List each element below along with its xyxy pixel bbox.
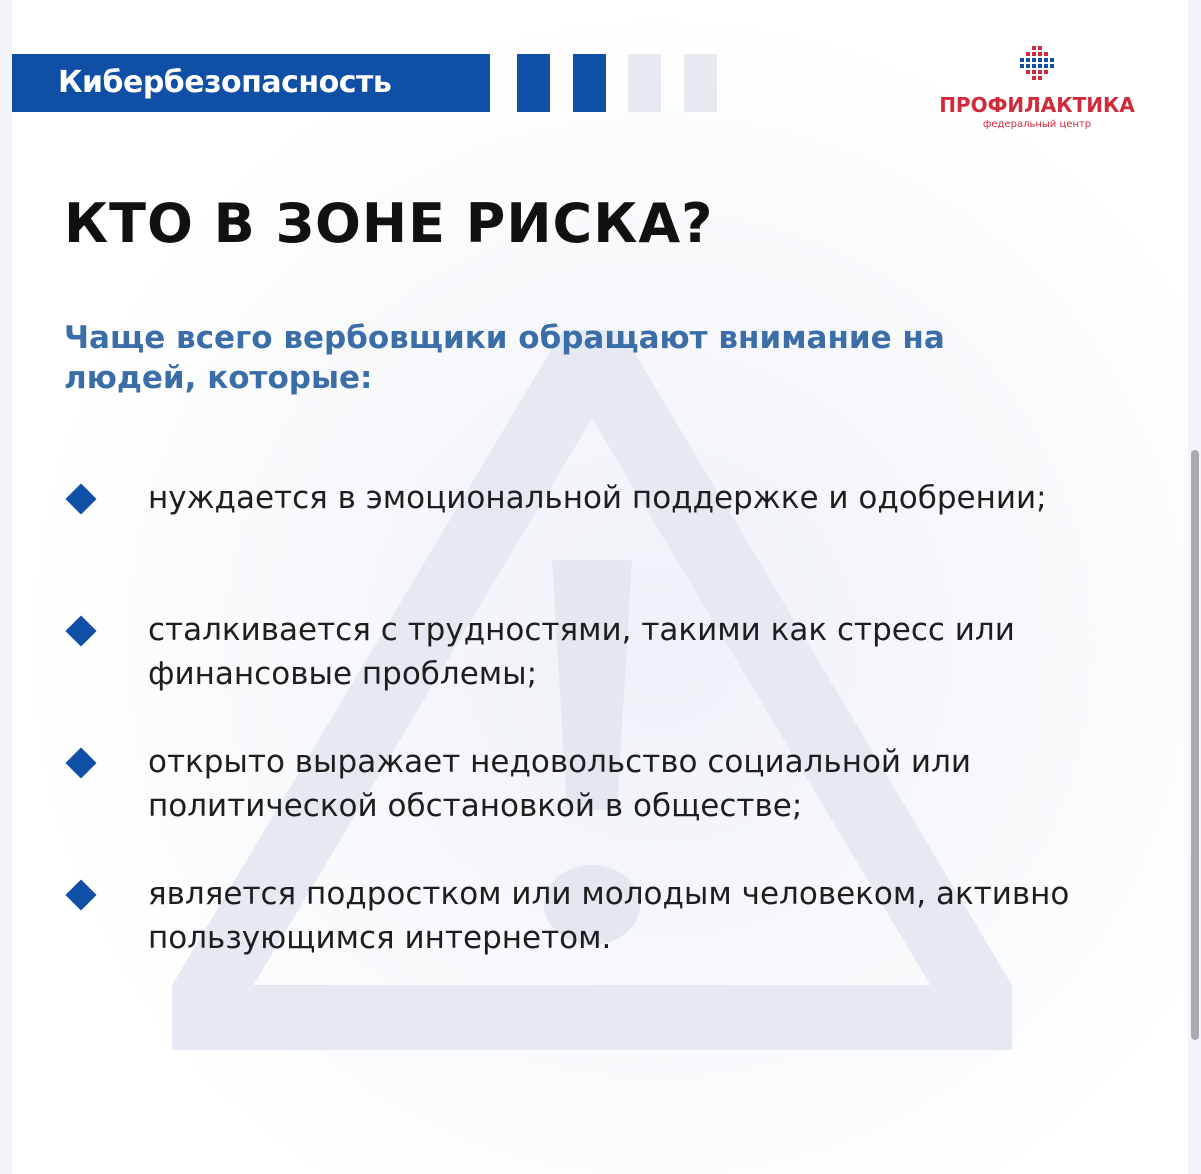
category-banner: Кибербезопасность <box>12 54 490 112</box>
page-title: КТО В ЗОНЕ РИСКА? <box>64 192 714 255</box>
diamond-bullet-icon <box>65 483 96 514</box>
diamond-bullet-icon <box>65 615 96 646</box>
progress-bar-4 <box>684 54 717 112</box>
list-item <box>64 740 1124 872</box>
logo-grid-icon <box>1018 46 1056 80</box>
list-item-text: является подростком или молодым человеком, активно пользующимся интернетом. <box>148 876 1070 956</box>
brand-logo <box>927 46 1147 146</box>
list-item <box>64 476 1124 608</box>
progress-bar-3 <box>628 54 661 112</box>
list-item-text: нуждается в эмоциональной поддержке и одобрении; <box>148 480 1047 516</box>
logo-title: ПРОФИЛАКТИКА <box>939 93 1135 117</box>
diamond-bullet-icon <box>65 879 96 910</box>
diamond-bullet-icon <box>65 747 96 778</box>
slide-page <box>12 0 1188 1174</box>
logo-subtitle: федеральный центр <box>982 119 1092 130</box>
list-item <box>64 872 1124 1004</box>
risk-list <box>64 476 1124 1004</box>
progress-bar-2 <box>573 54 606 112</box>
list-item <box>64 608 1124 740</box>
list-item-text: сталкивается с трудностями, такими как стресс или финансовые проблемы; <box>148 612 1015 692</box>
scrollbar-thumb[interactable] <box>1191 450 1199 1040</box>
page-subtitle: Чаще всего вербовщики обращают внимание на людей, которые: <box>64 320 945 396</box>
progress-bar-1 <box>517 54 550 112</box>
list-item-text: открыто выражает недовольство социальной или политической обстановкой в обществе; <box>148 744 972 824</box>
